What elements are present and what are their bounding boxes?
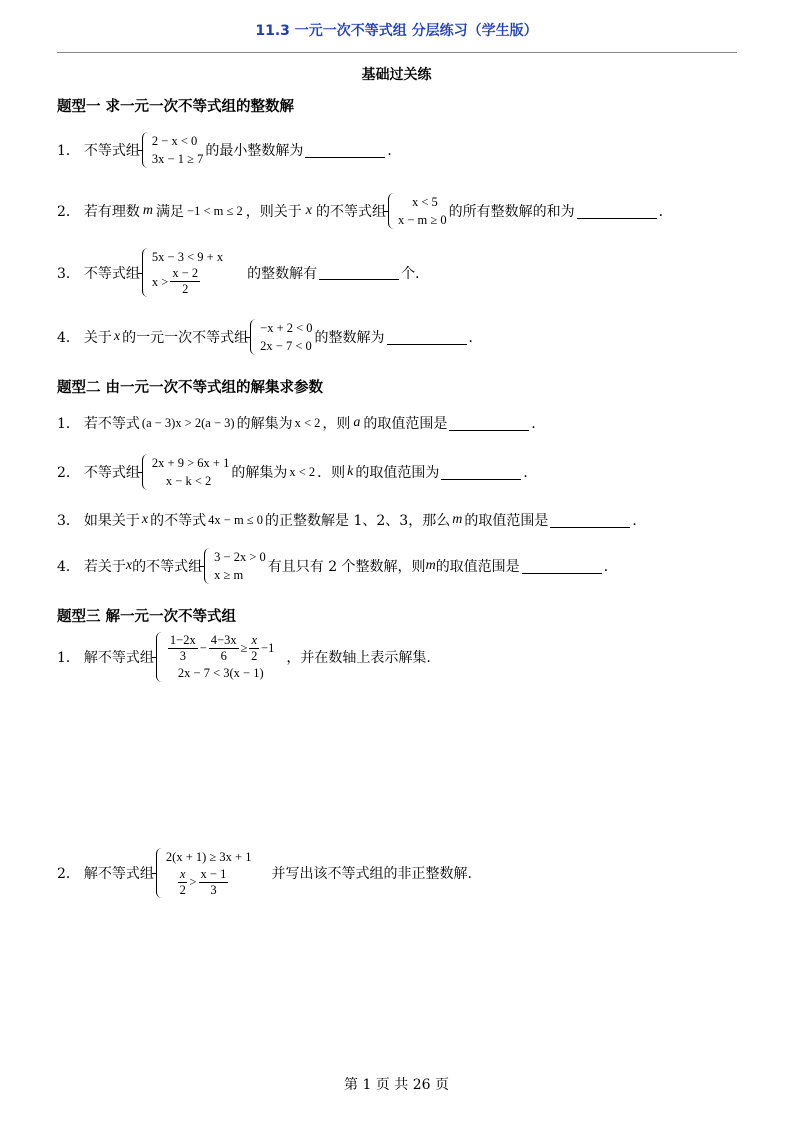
- type-heading-2: 题型二 由一元一次不等式组的解集求参数: [57, 380, 324, 396]
- section-title: 基础过关练: [361, 67, 432, 83]
- question-2-4: 4． 若关于 x 的不等式组 3 − 2x > 0 x ≥ m 有且只有 2 个整数解，则 m 的取值范围是 ．: [57, 550, 618, 582]
- inequality-system: 3 − 2x > 0 x ≥ m: [204, 548, 266, 584]
- question-2-1: 1． 若不等式 (a − 3)x > 2(a − 3) 的解集为 x < 2 ，则 a 的取值范围是 ．: [57, 415, 546, 432]
- inequality-system: 5x − 3 < 9 + x x > $\frac{x - 2}{2}$: [142, 248, 223, 297]
- type-heading-3: 题型三 解一元一次不等式组: [57, 609, 237, 625]
- answer-blank[interactable]: [319, 265, 399, 280]
- question-2-2: 2． 不等式组 2x + 9 > 6x + 1 x − k < 2 的解集为 x < 2 ．则 k 的取值范围为 ．: [57, 456, 538, 488]
- question-3-2: 2． 解不等式组 2(x + 1) ≥ 3x + 1 $\frac{x}{2}$ > $\frac{x - 1}{3}$ 并写出该不等式组的非正整数解.: [57, 850, 472, 897]
- answer-blank[interactable]: [387, 330, 467, 345]
- inequality-system: $\frac{1-2x}{3}$ − $\frac{4-3x}{6}$ ≥ $\frac{x}{2}$ −1 2x − 7 < 3(x − 1): [156, 632, 274, 682]
- question-2-3: 3． 如果关于 x 的不等式 4x − m ≤ 0 的正整数解是 1、2、3，那么 m 的取值范围是 ．: [57, 512, 647, 529]
- answer-blank[interactable]: [449, 416, 529, 431]
- inequality-system: 2x + 9 > 6x + 1 x − k < 2: [142, 454, 229, 490]
- inequality-system: x < 5 x − m ≥ 0: [388, 193, 447, 229]
- answer-blank[interactable]: [550, 513, 630, 528]
- answer-blank[interactable]: [305, 143, 385, 158]
- page-footer: 第 1 页 共 26 页: [344, 1077, 449, 1093]
- type-heading-1: 题型一 求一元一次不等式组的整数解: [57, 99, 295, 115]
- question-1-4: 4． 关于 x 的一元一次不等式组 −x + 2 < 0 2x − 7 < 0 的整数解为 ．: [57, 321, 483, 353]
- inequality-system: 2 − x < 0 3x − 1 ≥ 7: [142, 132, 203, 168]
- answer-blank[interactable]: [522, 559, 602, 574]
- question-1-1: 1． 不等式组 2 − x < 0 3x − 1 ≥ 7 的最小整数解为 ．: [57, 134, 402, 166]
- answer-blank[interactable]: [577, 204, 657, 219]
- answer-blank[interactable]: [441, 465, 521, 480]
- inequality-system: 2(x + 1) ≥ 3x + 1 $\frac{x}{2}$ > $\frac{x - 1}{3}$: [156, 848, 252, 898]
- header-rule: [57, 52, 737, 53]
- question-3-1: 1． 解不等式组 $\frac{1-2x}{3}$ − $\frac{4-3x}{6}$ ≥ $\frac{x}{2}$ −1 2x − 7 < 3(x − 1) ，并在数轴上表示解集.: [57, 632, 431, 680]
- page-header-title: 11.3 一元一次不等式组 分层练习（学生版）: [255, 23, 538, 39]
- inequality-system: −x + 2 < 0 2x − 7 < 0: [250, 319, 312, 355]
- question-1-3: 3． 不等式组 5x − 3 < 9 + x x > $\frac{x - 2}{2}$ 的整数解有 个．: [57, 250, 430, 296]
- question-1-2: 2． 若有理数 m 满足 −1 < m ≤ 2 ，则关于 x 的不等式组 x < 5 x − m ≥ 0 的所有整数解的和为 ．: [57, 195, 673, 227]
